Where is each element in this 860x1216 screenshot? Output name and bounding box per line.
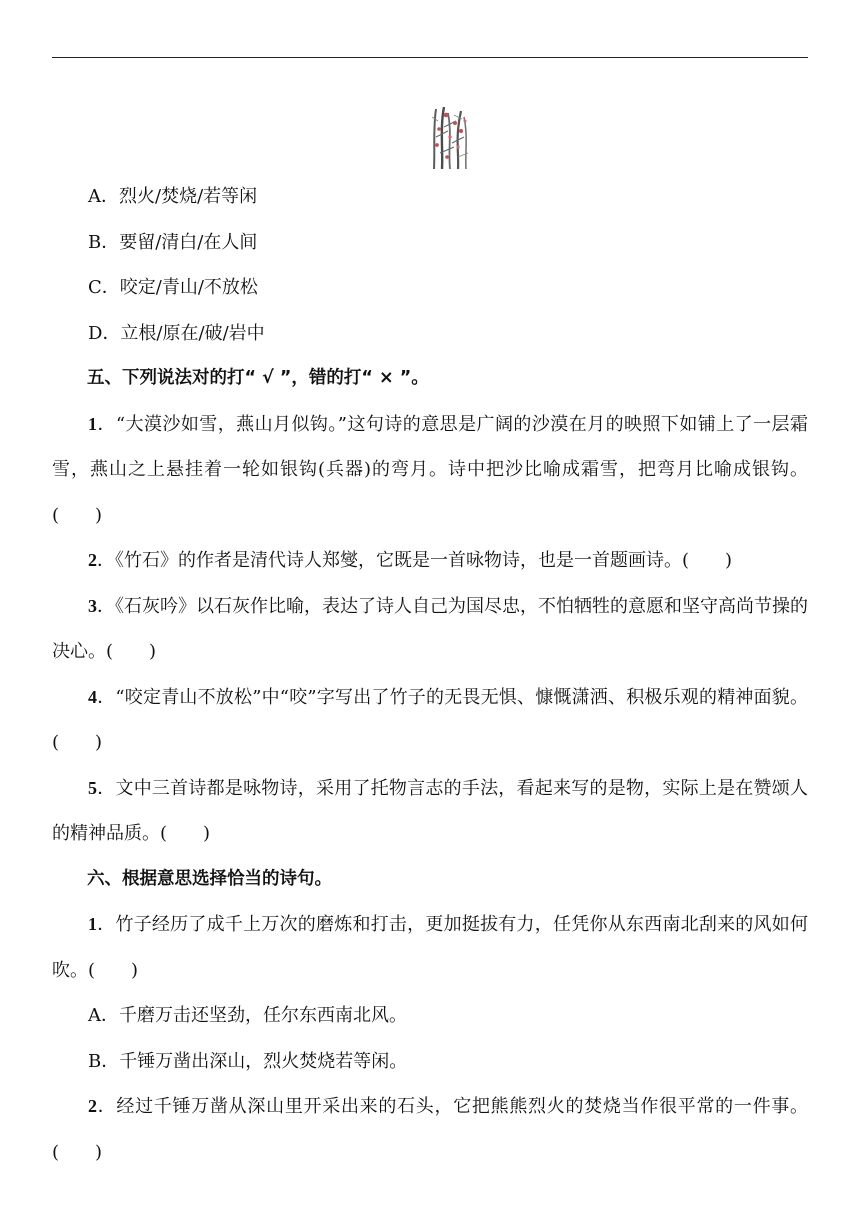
option-d: D．立根/原在/破/岩中 [88, 322, 265, 344]
item-number: 2 [88, 1096, 97, 1116]
true-false-item-3 [52, 584, 808, 675]
choice-option-a: A．千磨万击还坚劲，任尔东西南北风。 [88, 1005, 407, 1026]
choice-question-2 [52, 1084, 808, 1175]
true-false-item-1 [52, 402, 808, 539]
item-number: 1 [88, 413, 97, 434]
item-text: ．“咬定青山不放松”中“咬”字写出了竹子的无畏无惧、慷慨潇洒、积极乐观的精神面貌。( ) [52, 686, 808, 753]
item-text: ．竹子经历了成千上万次的磨炼和打击，更加挺拔有力，任凭你从东西南北刮来的风如何吹。( ) [52, 914, 808, 981]
item-number: 3 [88, 595, 97, 616]
section-five-heading: 五、下列说法对的打“ √ ”，错的打“ × ”。 [87, 368, 429, 388]
item-text: ．《石灰吟》以石灰作比喻，表达了诗人自己为国尽忠，不怕牺牲的意愿和坚守高尚节操的决心。( ) [52, 595, 808, 662]
option-b: B．要留/清白/在人间 [88, 231, 258, 253]
true-false-item-4 [52, 675, 808, 766]
choice-option-b: B．千锤万凿出深山，烈火焚烧若等闲。 [88, 1050, 408, 1072]
item-text: ．“大漠沙如雪，燕山月似钩。”这句诗的意思是广阔的沙漠在月的映照下如铺上了一层霜雪，燕山之上悬挂着一轮如银钩(兵器)的弯月。诗中把沙比喻成霜雪，把弯月比喻成银钩。( ) [52, 413, 808, 526]
item-number: 2 [88, 550, 97, 570]
true-false-item-2 [52, 538, 808, 584]
option-c: C．咬定/青山/不放松 [88, 277, 258, 298]
section-six-heading: 六、根据意思选择恰当的诗句。 [87, 868, 332, 889]
choice-question-1 [52, 902, 808, 993]
item-text: ．经过千锤万凿从深山里开采出来的石头，它把熊熊烈火的焚烧当作很平常的一件事。( ) [52, 1096, 808, 1163]
item-number: 4 [88, 686, 97, 707]
page-content [52, 174, 808, 1175]
bamboo-painting-icon [428, 107, 472, 169]
option-a: A．烈火/焚烧/若等闲 [88, 186, 258, 207]
item-text: ．文中三首诗都是咏物诗，采用了托物言志的手法，看起来写的是物，实际上是在赞颂人的精神品质。( ) [52, 777, 808, 844]
item-number: 5 [88, 777, 97, 798]
item-number: 1 [88, 914, 97, 934]
item-text: ．《竹石》的作者是清代诗人郑燮，它既是一首咏物诗，也是一首题画诗。( ) [97, 550, 733, 571]
header-rule [52, 57, 808, 58]
true-false-item-5 [52, 766, 808, 857]
